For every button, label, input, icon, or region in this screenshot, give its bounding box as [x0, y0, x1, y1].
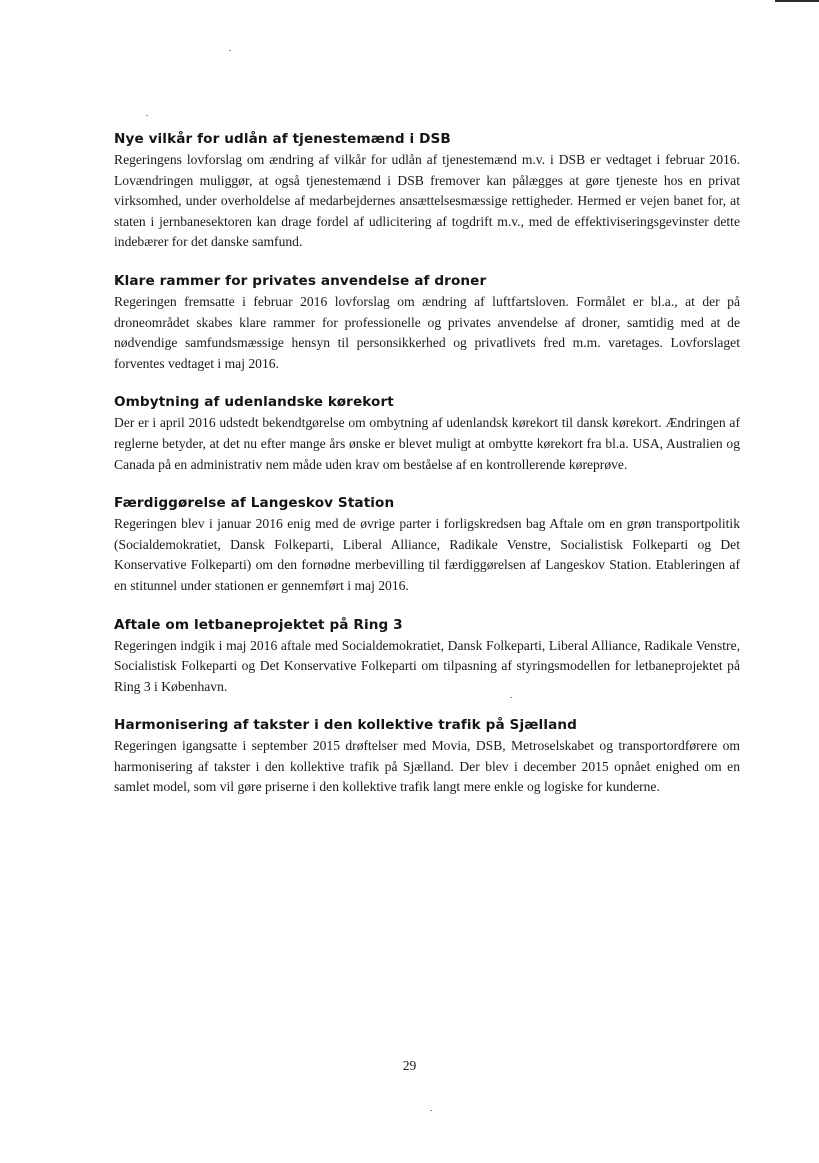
section-drones: [114, 272, 740, 374]
section-dsb-loan: [114, 130, 740, 253]
section-paragraph: Regeringen blev i januar 2016 enig med de øvrige parter i forligskredsen bag Aftale om en grøn transportpolitik (Socialdemokratiet, Dansk Folkeparti, Liberal Alliance, Radikale Venstre, Socialistisk Folkeparti og Det Konservative Folkeparti) om den fornødne merbevilling til færdiggørelsen af Langeskov Station. Etableringen af en stitunnel under stationen er gennemført i maj 2016.: [114, 516, 740, 593]
section-paragraph: Der er i april 2016 udstedt bekendtgørelse om ombytning af udenlandsk kørekort til dansk kørekort. Ændringen af reglerne betyder, at det nu efter mange års ønske er blevet muligt at ombytte kørekort fra bl.a. USA, Australien og Canada på en administrativ nem måde uden krav om beståelse af en kontrollerende køreprøve.: [114, 415, 740, 472]
section-driving-licence: [114, 393, 740, 475]
section-heading: Klare rammer for privates anvendelse af droner: [114, 272, 487, 289]
section-heading: Nye vilkår for udlån af tjenestemænd i DSB: [114, 131, 451, 147]
section-paragraph: Regeringen igangsatte i september 2015 drøftelser med Movia, DSB, Metroselskabet og transportordførere om harmonisering af takster i den kollektive trafik på Sjælland. Der blev i december 2015 opnået enighed om en samlet model, som vil gøre priserne i den kollektive trafik langt mere enkle og logiske for kunderne.: [114, 738, 740, 795]
section-paragraph: Regeringens lovforslag om ændring af vilkår for udlån af tjenestemænd m.v. i DSB er vedtaget i februar 2016. Lovændringen muliggør, at også tjenestemænd i DSB fremover kan pålægges at gøre tjeneste hos en privat virksomhed, under overholdelse af medarbejdernes ansættelsesmæssige rettigheder. Hermed er vejen banet for, at staten i jernbanesektoren kan drage fordel af udlicitering af togdrift m.v., med de effektiviseringsgevinster dette indebærer for det danske samfund.: [114, 152, 740, 250]
scan-speck: [430, 1110, 432, 1111]
section-heading: Færdiggørelse af Langeskov Station: [114, 495, 395, 512]
page-number: 29: [402, 1058, 417, 1073]
scan-edge-line: [775, 0, 819, 2]
section-heading: Aftale om letbaneprojektet på Ring 3: [114, 616, 403, 633]
section-paragraph: Regeringen fremsatte i februar 2016 lovforslag om ændring af luftfartsloven. Formålet er bl.a., at der på droneområdet skabes klare rammer for professionelle og privates anvendelse af droner, samtidig med at de nødvendige samfundsmæssige hensyn til personsikkerhed og privatlivets fred m.m. varetages. Lovforslaget forventes vedtaget i maj 2016.: [114, 293, 740, 371]
section-heading: Harmonisering af takster i den kollektive trafik på Sjælland: [114, 717, 577, 734]
document-body: [114, 130, 740, 817]
section-fare-harmonisation: [114, 716, 740, 798]
section-light-rail-ring3: [114, 616, 740, 698]
section-paragraph: Regeringen indgik i maj 2016 aftale med Socialdemokratiet, Dansk Folkeparti, Liberal Alliance, Radikale Venstre, Socialistisk Folkeparti og Det Konservative Folkeparti om tilpasning af styringsmodellen for letbaneprojektet på Ring 3 i København.: [114, 637, 740, 694]
scan-speck: [229, 50, 231, 51]
scan-speck: [146, 115, 148, 116]
section-langeskov-station: [114, 494, 740, 596]
section-heading: Ombytning af udenlandske kørekort: [114, 394, 394, 411]
